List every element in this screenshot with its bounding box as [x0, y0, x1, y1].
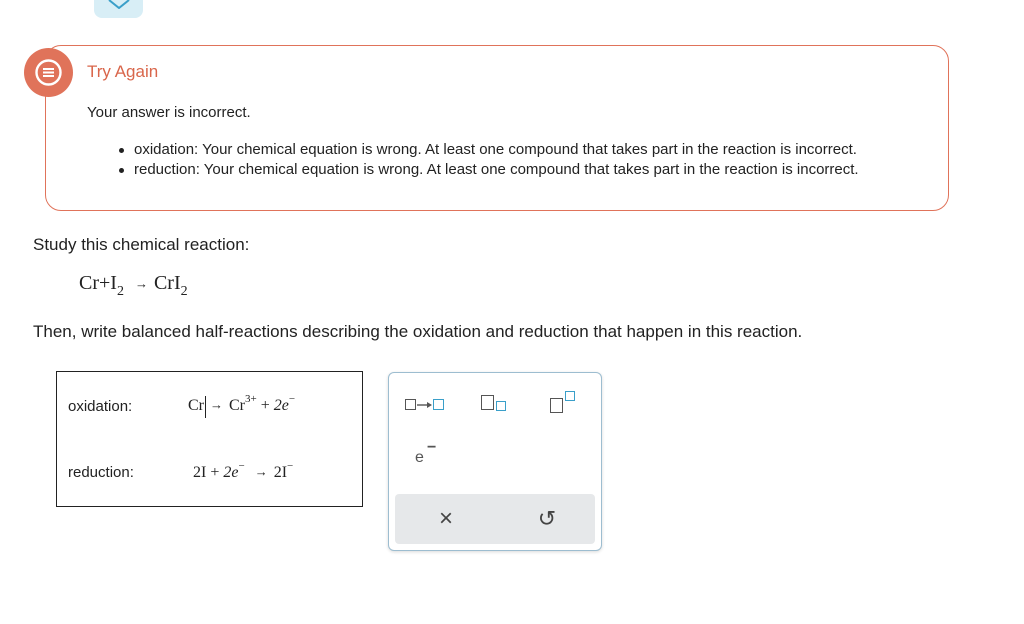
question-instruction: Then, write balanced half-reactions describing the oxidation and reduction that happen in this reaction.	[33, 322, 803, 341]
undo-icon: ↺	[537, 506, 557, 531]
palette-action-bar	[395, 494, 595, 544]
clear-button[interactable]	[433, 506, 459, 532]
oxidation-product-charge: 3+	[245, 393, 257, 405]
box-icon	[405, 399, 416, 410]
oxidation-plus: +	[260, 397, 270, 414]
reduction-label: reduction:	[68, 464, 134, 481]
product-cri2: CrI	[153, 272, 181, 294]
equation-palette	[388, 372, 602, 551]
reaction-plus: +	[99, 272, 111, 294]
subscript-button[interactable]	[481, 393, 513, 415]
electron-button[interactable]	[415, 439, 437, 471]
feedback-item-reduction: reduction: Your chemical equation is wrong. At least one compound that takes part in the reaction is incorrect.	[117, 160, 859, 180]
collapse-tab[interactable]	[94, 0, 143, 18]
undo-button[interactable]	[534, 506, 560, 532]
feedback-title: Try Again	[87, 62, 159, 81]
reduction-product-charge: −	[287, 460, 294, 472]
feedback-message: Your answer is incorrect.	[87, 104, 251, 121]
product-cri2-subscript: 2	[180, 284, 188, 299]
feedback-icon	[24, 48, 73, 97]
reduction-lhs: 2I	[193, 464, 207, 481]
box-superscript-icon	[565, 391, 575, 401]
reduction-electrons: 2e	[223, 464, 239, 481]
reactant-i2: I	[110, 272, 117, 294]
oxidation-electrons: 2e	[273, 397, 289, 414]
reduction-equation-input[interactable]	[193, 460, 294, 482]
reactant-cr: Cr	[79, 272, 99, 294]
oxidation-arrow: →	[210, 397, 223, 412]
close-icon: ×	[438, 505, 453, 532]
oxidation-electron-charge: −	[288, 393, 296, 405]
reaction-arrow: →	[134, 276, 148, 291]
oxidation-product: Cr	[229, 397, 245, 414]
chevron-down-icon	[108, 0, 130, 9]
oxidation-label: oxidation:	[68, 398, 133, 415]
feedback-item-oxidation: oxidation: Your chemical equation is wrong. At least one compound that takes part in the reaction is incorrect.	[117, 140, 859, 160]
electron-symbol: e	[415, 449, 424, 466]
chat-bubble-icon	[33, 57, 64, 88]
box-icon	[550, 398, 563, 413]
feedback-panel	[45, 45, 949, 211]
reaction-equation	[79, 272, 188, 299]
reduction-plus: +	[210, 464, 220, 481]
reduction-electron-charge: −	[238, 460, 245, 472]
reactant-i2-subscript: 2	[116, 284, 124, 299]
electron-charge-symbol: −	[427, 439, 437, 456]
box-icon	[481, 395, 494, 410]
box-icon	[433, 399, 444, 410]
question-prompt: Study this chemical reaction:	[33, 235, 250, 254]
arrow-right-icon	[417, 401, 432, 409]
superscript-button[interactable]	[550, 391, 584, 415]
answer-box	[56, 371, 363, 507]
reduction-product: 2I	[273, 464, 288, 481]
box-subscript-icon	[496, 401, 506, 411]
feedback-list	[117, 140, 859, 180]
oxidation-lhs: Cr	[188, 397, 204, 414]
text-cursor	[205, 396, 206, 418]
reaction-arrow-button[interactable]	[405, 396, 449, 416]
reduction-arrow: →	[254, 464, 268, 479]
